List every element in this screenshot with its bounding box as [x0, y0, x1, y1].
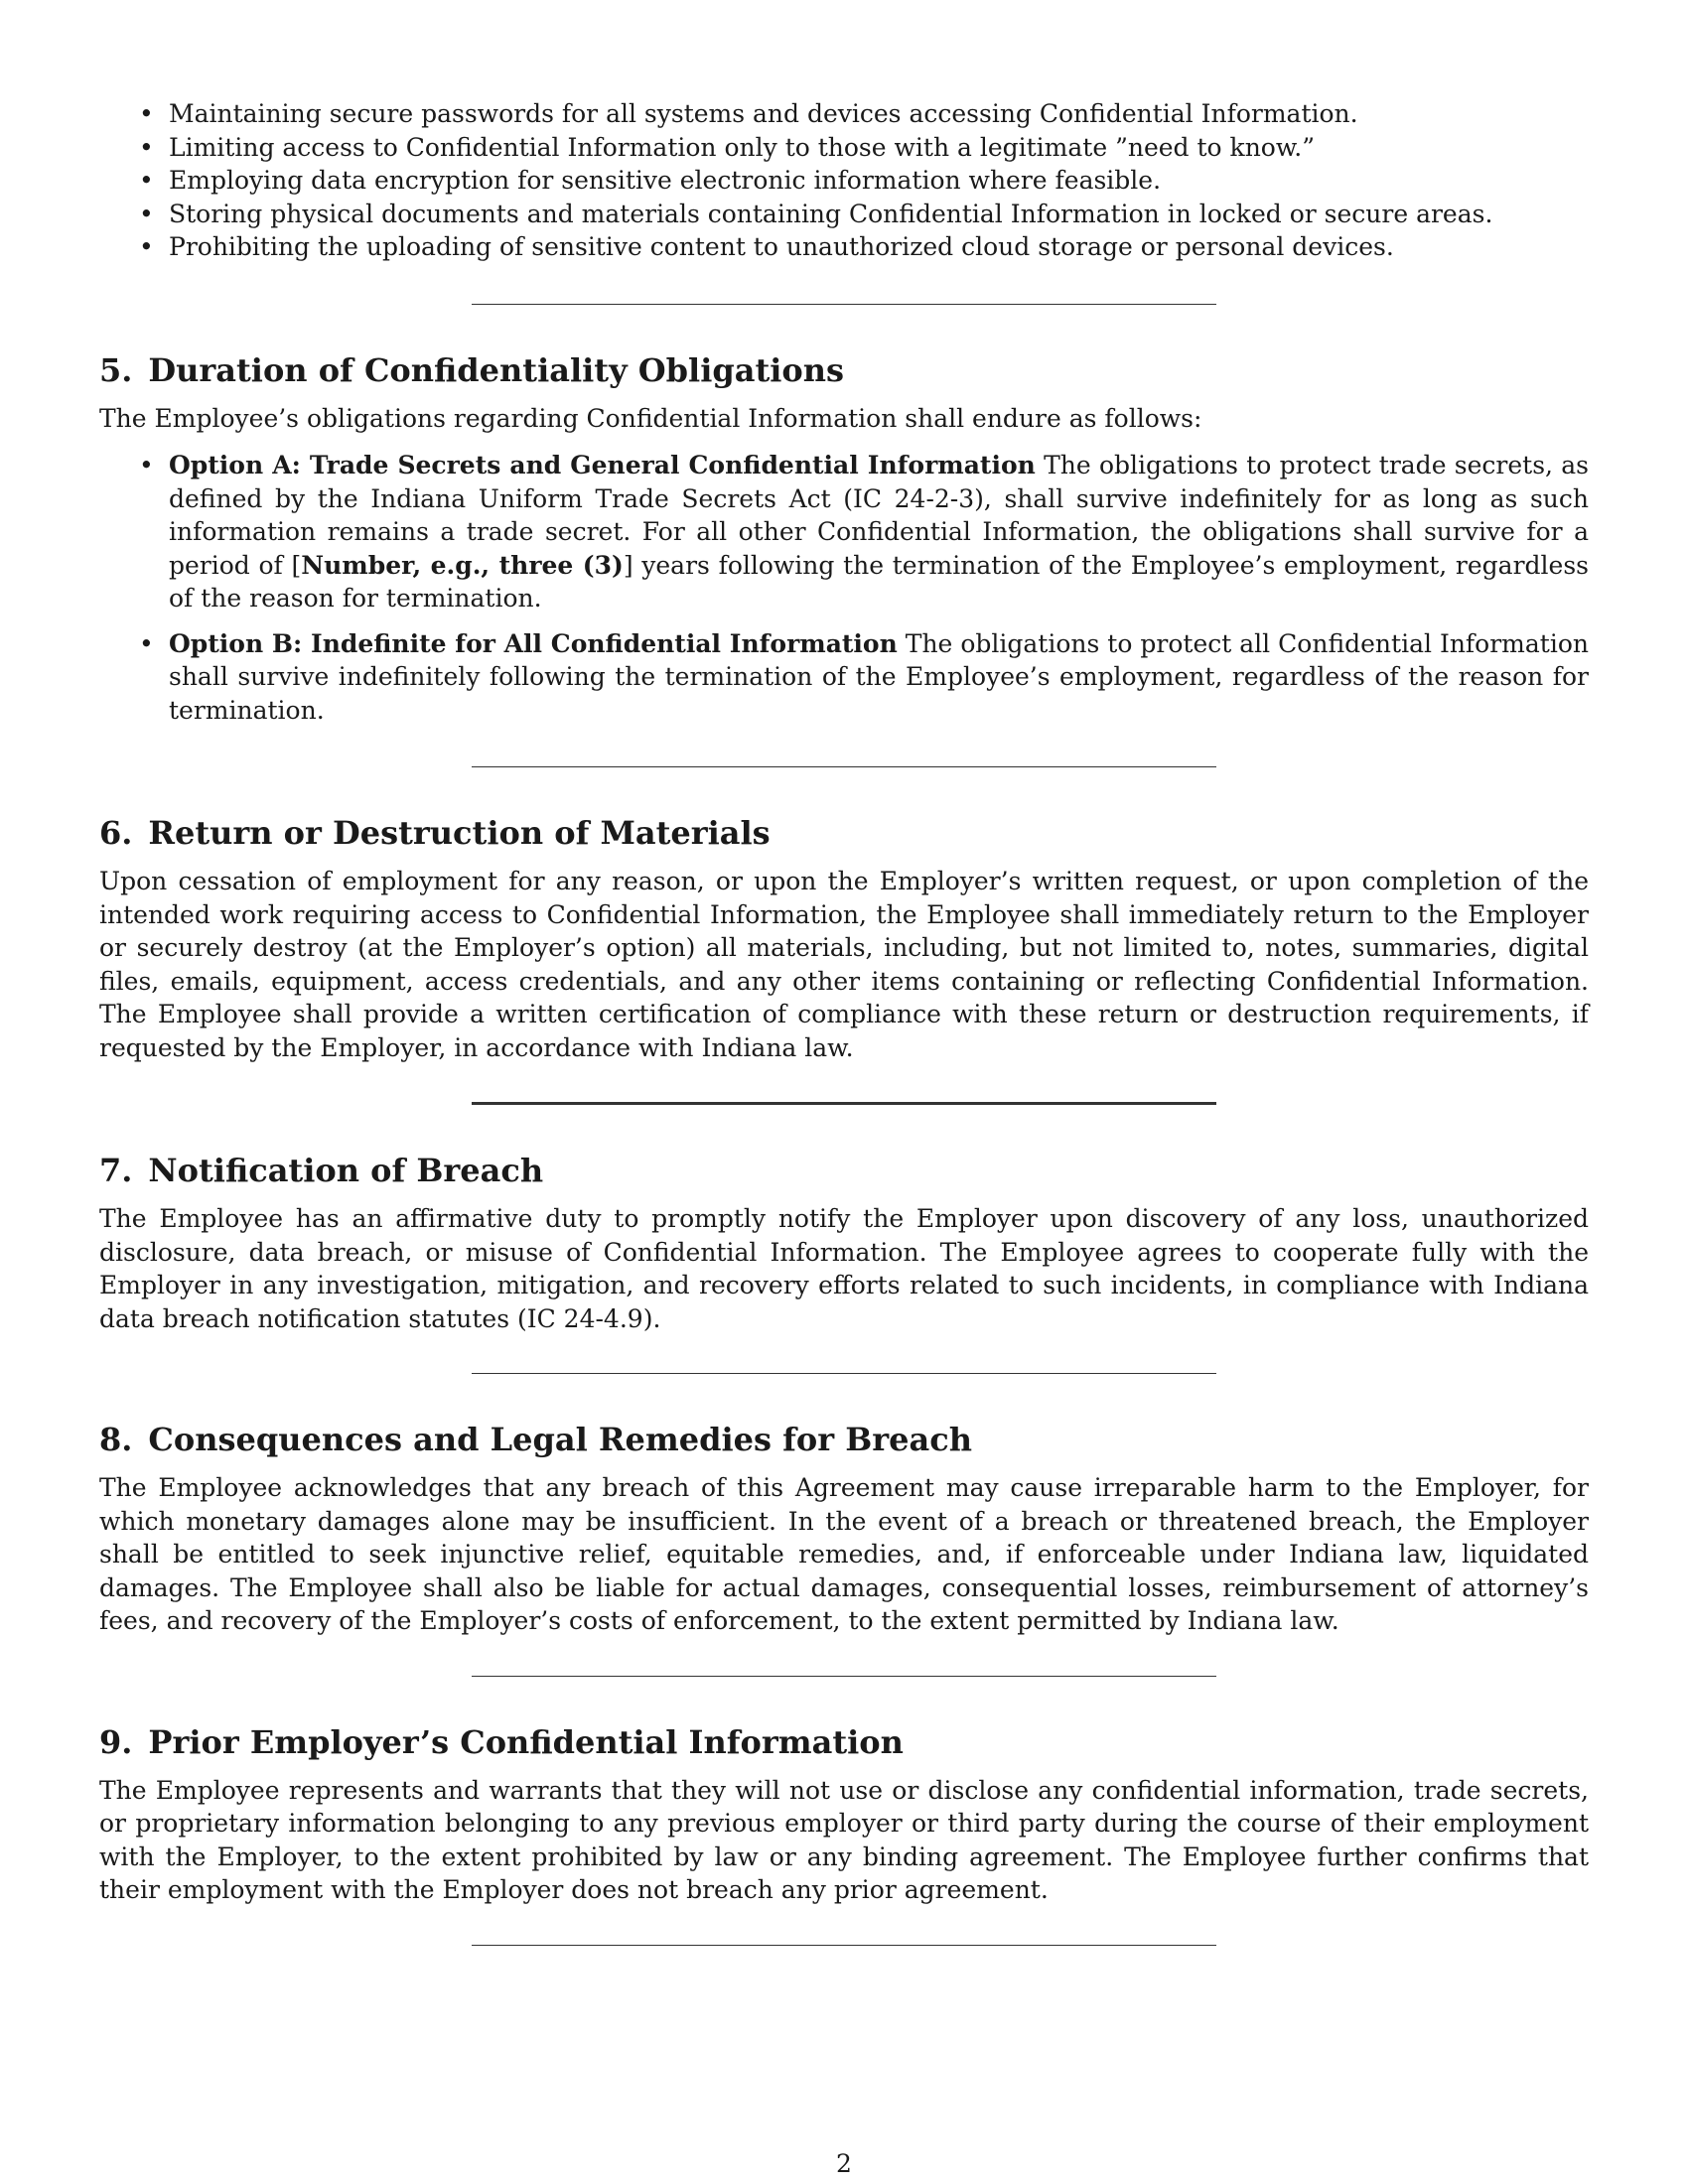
section-body: The Employee represents and warrants that they will not use or disclose any confidential information, trade secrets, or proprietary information belonging to any previous employer or third party during the course of their employment with the Employer, to the extent prohibited by law or any binding agreement. The Employee further confirms that their employment with the Employer does not breach any prior agreement. [99, 1775, 1589, 1904]
list-item: • Prohibiting the uploading of sensitive content to unauthorized cloud storage or personal devices. [169, 230, 1589, 264]
section-heading [99, 350, 1589, 390]
section-9 [99, 1722, 1589, 1907]
section-number: 8. [99, 1421, 133, 1458]
section-divider [472, 1373, 1216, 1374]
placeholder-field: Number, e.g., three (3) [301, 550, 624, 580]
section-number: 6. [99, 814, 133, 852]
document-page [99, 99, 1589, 1946]
option-a [169, 449, 1589, 615]
section-title: Prior Employer’s Confidential Information [148, 1722, 904, 1761]
list-item: • Maintaining secure passwords for all systems and devices accessing Confidential Information. [169, 97, 1589, 131]
section-number: 5. [99, 350, 133, 389]
section-title: Notification of Breach [148, 1152, 544, 1189]
section-5 [99, 350, 1589, 728]
option-text: ] years following the termination of the Employee’s employment, regardless of the reason for termination. [169, 550, 1589, 613]
option-label: Option A: Trade Secrets and General Confidential Information [169, 451, 1036, 479]
duration-options-list [99, 449, 1589, 727]
list-item: • Storing physical documents and materials containing Confidential Information in locked or secure areas. [169, 198, 1589, 231]
security-measures-list [99, 97, 1589, 264]
section-divider [472, 1676, 1216, 1677]
option-text: The obligations to protect trade secrets, as defined by the Indiana Uniform Trade Secrets Act (IC 24-2-3), shall survive indefinitely for as long as such information remains a trade secret. For all other Confidential Information, the obligations shall survive for a period of [ [169, 451, 1589, 580]
section-divider [472, 1102, 1216, 1105]
section-divider [472, 1945, 1216, 1946]
option-text: The obligations to protect all Confidential Information shall survive indefinitely following the termination of the Employee’s employment, regardless of the reason for termination. [169, 628, 1589, 725]
option-label: Option B: Indefinite for All Confidential Information [169, 628, 898, 658]
option-b [169, 627, 1589, 728]
section-title: Duration of Confidentiality Obligations [148, 350, 845, 389]
section-heading [99, 813, 1589, 853]
section-number: 7. [99, 1152, 133, 1189]
section-heading [99, 1722, 1589, 1762]
page-number: 2 [836, 2149, 852, 2178]
section-body: Upon cessation of employment for any reason, or upon the Employer’s written request, or upon completion of the intended work requiring access to Confidential Information, the Employee shall immediately return to the Employer or securely destroy (at the Employer’s option) all materials, including, but not limited to, notes, summaries, digital files, emails, equipment, access credentials, and any other items containing or reflecting Confidential Information. The Employee shall provide a written certification of compliance with these return or destruction requirements, if requested by the Employer, in accordance with Indiana law. [99, 867, 1589, 1062]
section-title: Consequences and Legal Remedies for Breach [148, 1421, 972, 1458]
section-7 [99, 1151, 1589, 1335]
section-8 [99, 1420, 1589, 1638]
section-number: 9. [99, 1722, 133, 1761]
section-body: The Employee acknowledges that any breach of this Agreement may cause irreparable harm to the Employer, for which monetary damages alone may be insufficient. In the event of a breach or threatened breach, the Employer shall be entitled to seek injunctive relief, equitable remedies, and, if enforceable under Indiana law, liquidated damages. The Employee shall also be liable for actual damages, consequential losses, reimbursement of attorney’s fees, and recovery of the Employer’s costs of enforcement, to the extent permitted by Indiana law. [99, 1473, 1589, 1635]
list-item: • Employing data encryption for sensitive electronic information where feasible. [169, 164, 1589, 198]
section-heading [99, 1151, 1589, 1190]
section-body: The Employee has an affirmative duty to promptly notify the Employer upon discovery of any loss, unauthorized disclosure, data breach, or misuse of Confidential Information. The Employee agrees to cooperate fully with the Employer in any investigation, mitigation, and recovery efforts related to such incidents, in compliance with Indiana data breach notification statutes (IC 24-4.9). [99, 1204, 1589, 1333]
list-item: • Limiting access to Confidential Information only to those with a legitimate ”need to know.” [169, 131, 1589, 165]
section-heading [99, 1420, 1589, 1459]
section-divider [472, 304, 1216, 305]
section-6 [99, 813, 1589, 1064]
section-title: Return or Destruction of Materials [148, 814, 771, 852]
section-divider [472, 766, 1216, 767]
section-intro: The Employee’s obligations regarding Confidential Information shall endure as follows: [99, 403, 1202, 433]
